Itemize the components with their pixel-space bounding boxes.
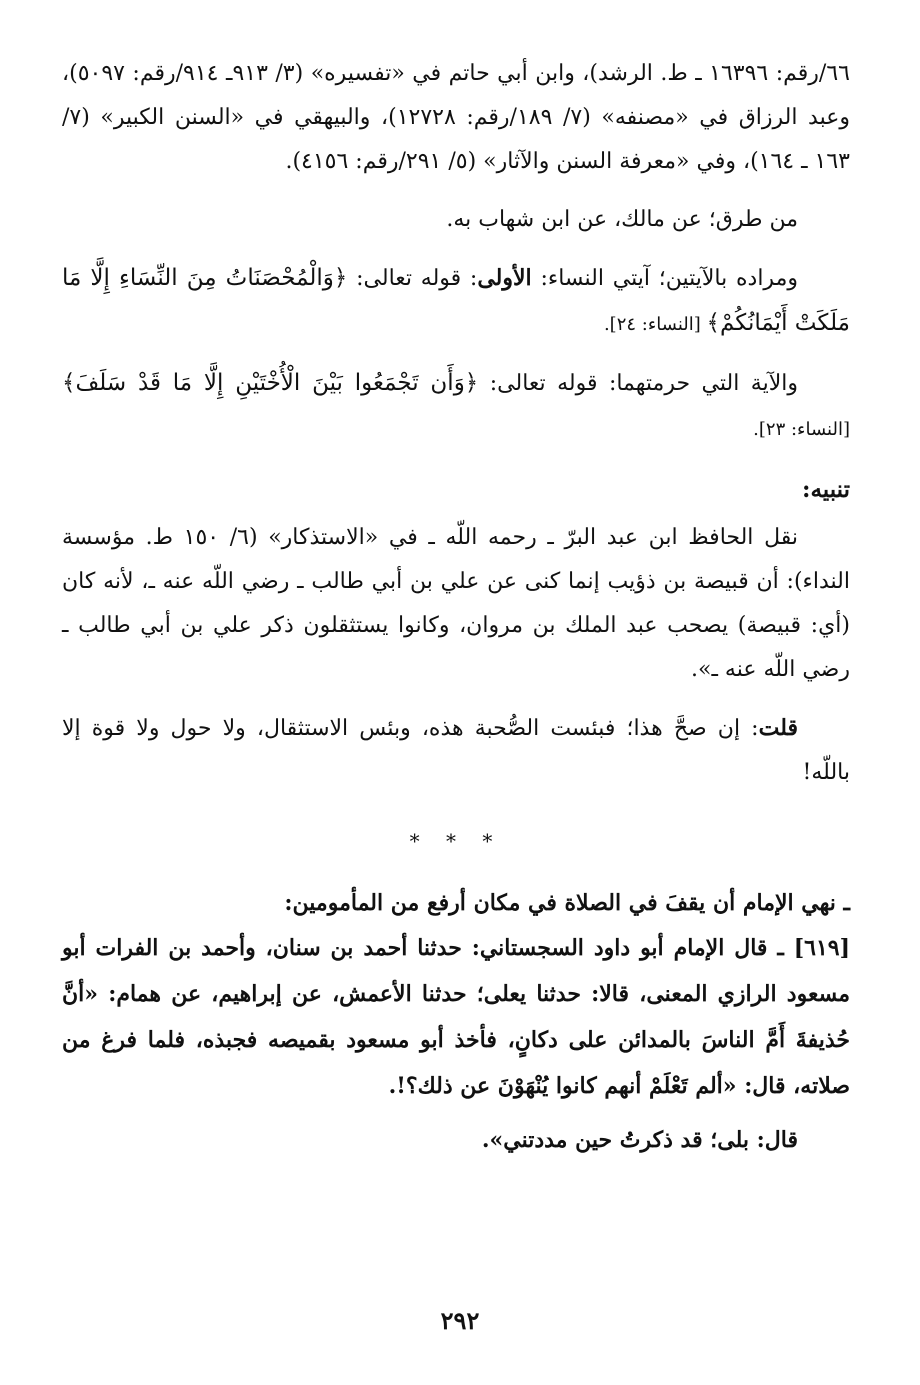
section-separator: * * *	[409, 829, 503, 853]
verses-intro: ومراده بالآيتين؛ آيتي النساء:	[531, 266, 798, 291]
second-verse-paragraph	[62, 361, 850, 452]
verses-paragraph	[62, 256, 850, 347]
comment-paragraph	[62, 706, 850, 795]
note-paragraph: نقل الحافظ ابن عبد البرّ ـ رحمه اللّه ـ في «الاستذكار» (٦/ ١٥٠ ط. مؤسسة النداء): أن قبيصة بن ذؤيب إنما كنى عن علي بن أبي طالب ـ رضي اللّه عنه ـ، لأنه كان (أي: قبيصة) يصحب عبد الملك بن مروان، وكانوا يستثقلون ذكر علي بن أبي طالب ـ رضي اللّه عنه ـ».	[62, 525, 850, 682]
comment-label: قلت	[758, 715, 798, 741]
first-verse-label: الأولى	[477, 265, 532, 291]
chapter-title: ـ نهي الإمام أن يقفَ في الصلاة في مكان أرفع من المأمومين:	[284, 890, 850, 916]
verses-mid: : قوله تعالى:	[347, 266, 478, 291]
quran-verse-2: ﴿وَأَن تَجْمَعُوا بَيْنَ الْأُخْتَيْنِ إِلَّا مَا قَدْ سَلَفَ﴾	[62, 370, 479, 396]
verse-1-reference: [النساء: ٢٤].	[603, 314, 707, 335]
second-verse-intro: والآية التي حرمتهما: قوله تعالى:	[478, 371, 798, 396]
note-heading: تنبيه:	[801, 476, 850, 503]
routes-paragraph: من طرق؛ عن مالك، عن ابن شهاب به.	[446, 207, 798, 232]
hadith-ending: قال: بلى؛ قد ذكرتُ حين مددتني».	[481, 1127, 798, 1153]
page-number: ٢٩٢	[440, 1306, 480, 1335]
hadith-paragraph: [٦١٩] ـ قال الإمام أبو داود السجستاني: حدثنا أحمد بن سنان، وأحمد بن الفرات أبو مسعود الرازي المعنى، قالا: حدثنا يعلى؛ حدثنا الأعمش، عن إبراهيم، عن همام: «أنَّ حُذيفةَ أَمَّ الناسَ بالمدائن على دكانٍ، فأخذ أبو مسعود بقميصه فجبذه، فلما فرغ من صلاته، قال: «ألم تَعْلَمْ أنهم كانوا يُنْهَوْنَ عن ذلك؟!.	[62, 935, 850, 1099]
comment-text: : إن صحَّ هذا؛ فبئست الصُّحبة هذه، وبئس الاستثقال، ولا حول ولا قوة إلا باللّه!	[62, 716, 850, 785]
footnote-citation-paragraph: ٦٦/رقم: ١٦٣٩٦ ـ ط. الرشد)، وابن أبي حاتم في «تفسيره» (٣/ ٩١٣ـ ٩١٤/رقم: ٥٠٩٧)، وعبد الرزاق في «مصنفه» (٧/ ١٨٩/رقم: ١٢٧٢٨)، والبيهقي في «السنن الكبير» (٧/ ١٦٣ ـ ١٦٤)، وفي «معرفة السنن والآثار» (٥/ ٢٩١/رقم: ٤١٥٦).	[62, 61, 850, 174]
quran-verse-1: ﴿وَالْمُحْصَنَاتُ مِنَ النِّسَاءِ إِلَّا مَا مَلَكَتْ أَيْمَانُكُمْ﴾	[62, 265, 850, 336]
verse-2-reference: [النساء: ٢٣].	[753, 419, 850, 440]
